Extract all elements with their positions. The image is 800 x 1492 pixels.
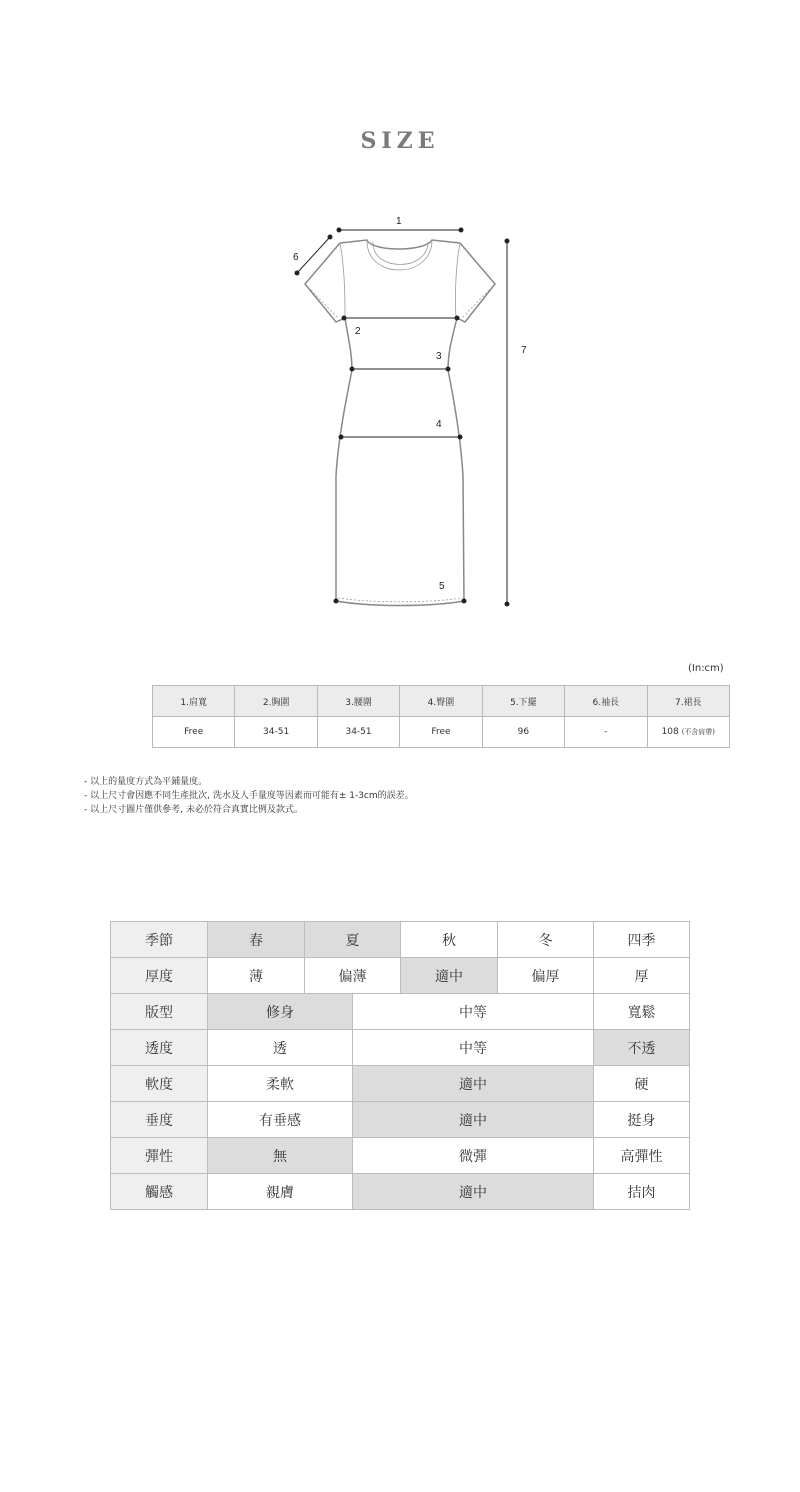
label-7: 7	[521, 345, 527, 356]
skirt-hem-stitch	[338, 598, 462, 602]
label-6: 6	[293, 252, 299, 263]
label-4: 4	[436, 419, 442, 430]
attr-option: 修身	[208, 994, 353, 1030]
attr-option: 無	[208, 1138, 353, 1174]
attr-option: 四季	[594, 922, 690, 958]
attr-row-season	[111, 922, 690, 958]
attr-row-texture	[111, 1174, 690, 1210]
sleeve-hem-right	[462, 287, 492, 318]
size-table	[152, 685, 730, 748]
attr-row-fit	[111, 994, 690, 1030]
size-header-row	[153, 686, 730, 717]
attr-option: 硬	[594, 1066, 690, 1102]
size-header-cell: 7.裙長	[647, 686, 729, 717]
note-line: - 以上尺寸會因應不同生產批次, 洗水及人手量度等因素而可能有± 1-3cm的誤差。	[84, 791, 414, 801]
label-2: 2	[355, 326, 361, 337]
attr-option: 不透	[594, 1030, 690, 1066]
attr-option: 透	[208, 1030, 353, 1066]
attribute-table	[110, 921, 690, 1210]
size-value-cell: -	[565, 717, 647, 748]
sleeve-line	[297, 237, 330, 273]
attr-label: 觸感	[111, 1174, 208, 1210]
size-value-cell: Free	[153, 717, 235, 748]
attr-option: 偏薄	[305, 958, 401, 994]
label-5: 5	[439, 581, 445, 592]
size-value-cell: 34-51	[235, 717, 317, 748]
attr-option: 適中	[401, 958, 498, 994]
dress-outline	[305, 240, 495, 606]
page-title: SIZE	[360, 128, 440, 154]
label-1: 1	[396, 216, 402, 227]
label-3: 3	[436, 351, 442, 362]
attr-option: 春	[208, 922, 305, 958]
attr-option: 高彈性	[594, 1138, 690, 1174]
attr-label: 彈性	[111, 1138, 208, 1174]
attr-option: 適中	[353, 1174, 594, 1210]
attr-row-sheerness	[111, 1030, 690, 1066]
size-header-cell: 1.肩寬	[153, 686, 235, 717]
attr-option: 中等	[353, 994, 594, 1030]
size-value-cell: 34-51	[317, 717, 399, 748]
size-value-cell: Free	[400, 717, 482, 748]
attr-row-drape	[111, 1102, 690, 1138]
size-value-cell-length	[647, 717, 729, 748]
length-value: 108	[661, 727, 679, 737]
attr-option: 適中	[353, 1066, 594, 1102]
size-header-cell: 2.胸圍	[235, 686, 317, 717]
attr-option: 寬鬆	[594, 994, 690, 1030]
attr-row-thickness	[111, 958, 690, 994]
size-header-cell: 3.腰圍	[317, 686, 399, 717]
attr-option: 冬	[498, 922, 594, 958]
attr-label: 季節	[111, 922, 208, 958]
size-header-cell: 4.臀圍	[400, 686, 482, 717]
attr-option: 薄	[208, 958, 305, 994]
attr-option: 挺身	[594, 1102, 690, 1138]
attr-option: 有垂感	[208, 1102, 353, 1138]
attr-label: 垂度	[111, 1102, 208, 1138]
sleeve-hem-left	[308, 287, 338, 318]
sleeve-seam-left	[340, 243, 345, 318]
size-value-cell: 96	[482, 717, 564, 748]
attr-option: 拮肉	[594, 1174, 690, 1210]
sleeve-seam-right	[455, 243, 460, 318]
attr-option: 夏	[305, 922, 401, 958]
attr-row-elasticity	[111, 1138, 690, 1174]
attr-option: 厚	[594, 958, 690, 994]
attr-option: 秋	[401, 922, 498, 958]
unit-label: (In:cm)	[688, 663, 724, 674]
attr-option: 親膚	[208, 1174, 353, 1210]
attr-label: 版型	[111, 994, 208, 1030]
note-line: - 以上的量度方式為平鋪量度。	[84, 777, 208, 787]
neckline-inner-2	[373, 242, 428, 265]
attr-option: 適中	[353, 1102, 594, 1138]
note-line: - 以上尺寸圖片僅供參考, 未必於符合真實比例及款式。	[84, 805, 303, 815]
attr-label: 透度	[111, 1030, 208, 1066]
attr-row-softness	[111, 1066, 690, 1102]
attr-label: 軟度	[111, 1066, 208, 1102]
size-value-row	[153, 717, 730, 748]
size-header-cell: 6.袖長	[565, 686, 647, 717]
notes	[84, 775, 414, 817]
attr-option: 柔軟	[208, 1066, 353, 1102]
attr-option: 中等	[353, 1030, 594, 1066]
attr-option: 偏厚	[498, 958, 594, 994]
size-header-cell: 5.下擺	[482, 686, 564, 717]
length-note: (不含肩帶)	[681, 728, 716, 736]
dress-measurement-diagram	[0, 0, 800, 660]
attr-label: 厚度	[111, 958, 208, 994]
attr-option: 微彈	[353, 1138, 594, 1174]
